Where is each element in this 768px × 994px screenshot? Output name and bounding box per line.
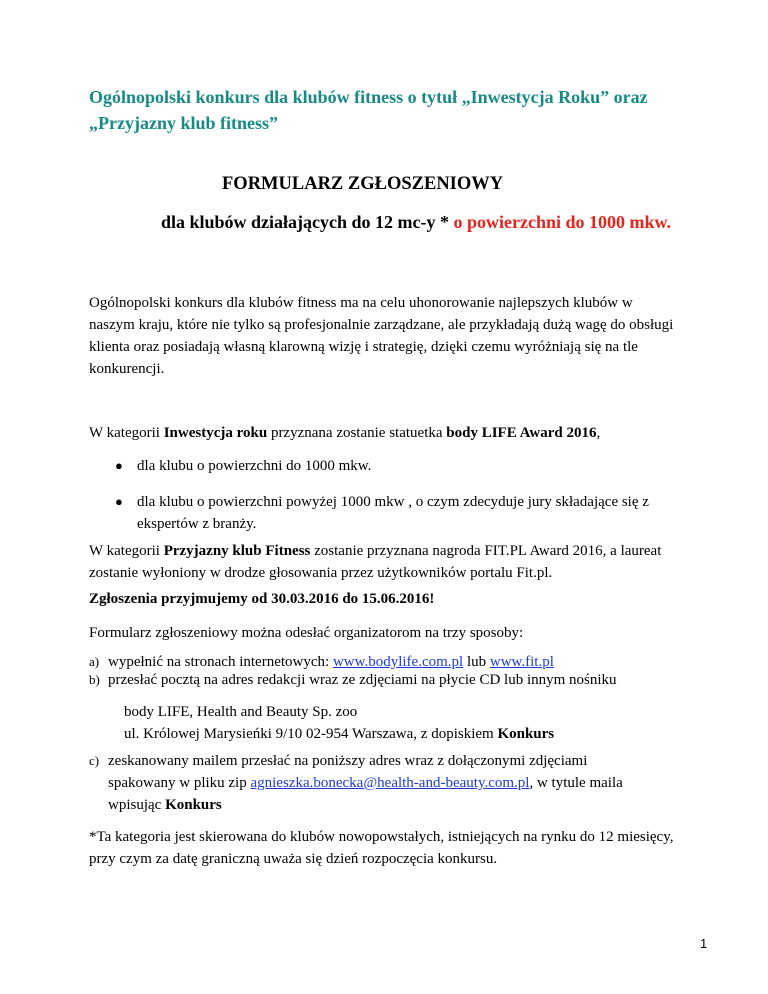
heading-line-2: „Przyjazny klub fitness” [89,113,278,133]
methods-intro: Formularz zgłoszeniowy można odesłać organizatorom na trzy sposoby: [89,625,524,641]
method-c-line-3-text: wpisując [108,797,166,813]
category1-prefix: W kategorii [89,425,164,441]
bullet-item-2: dla klubu o powierzchni powyżej 1000 mkw , o czym zdecyduje jury składające się z ekspertów z branży. [137,494,649,532]
method-b-letter: b) [89,672,100,687]
form-subtitle-main: dla klubów działających do 12 mc-y * [161,212,450,232]
method-b-text: przesłać pocztą na adres redakcji wraz ze zdjęciami na płycie CD lub innym nośniku [108,672,617,688]
method-c-konkurs-label: Konkurs [165,797,222,813]
category1-suffix: , [596,425,601,441]
category2-rest: zostanie przyznana nagroda FIT.PL Award 2016, a laureat zostanie wyłoniony w drodze głosowania przez użytkowników portalu Fit.pl. [89,543,662,581]
method-c-line-2-suffix: , w tytule maila [529,775,623,791]
bullet-icon: ● [115,458,123,473]
method-c-text [108,750,698,816]
category-investment-paragraph [89,422,679,444]
email-link[interactable]: agnieszka.bonecka@health-and-beauty.com.pl [250,775,530,791]
postal-address [124,701,704,745]
category2-prefix: W kategorii [89,543,164,559]
method-a-label: wypełnić na stronach internetowych: [108,654,333,670]
category2-name: Przyjazny klub Fitness [163,543,311,559]
method-c-line-2 [108,772,698,794]
method-c-letter: c) [89,753,100,768]
footnote: *Ta kategoria jest skierowana do klubów nowopowstałych, istniejących na rynku do 12 miesięcy, przy czym za datę graniczną uważa się dzień rozpoczęcia konkursu. [89,829,674,867]
method-c-line-3 [108,794,698,816]
method-a-letter: a) [89,654,100,669]
address-line-2 [124,723,704,745]
method-c-line-1: zeskanowany mailem przesłać na poniższy adres wraz z dołączonymi zdjęciami [108,753,588,769]
bodylife-link[interactable]: www.bodylife.com.pl [332,654,464,670]
fitpl-link[interactable]: www.fit.pl [489,654,554,670]
address-line-2-text: ul. Królowej Marysieńki 9/10 02-954 Warszawa, z dopiskiem [124,726,498,742]
document-heading [89,84,689,136]
method-c-line-2-prefix: spakowany w pliku zip [108,775,251,791]
category-friendly-paragraph [89,540,679,584]
form-title: FORMULARZ ZGŁOSZENIOWY [222,174,504,194]
bullet-icon: ● [115,494,123,509]
bullet-item-1: dla klubu o powierzchni do 1000 mkw. [137,458,372,474]
form-subtitle-red: o powierzchni do 1000 mkw. [453,212,672,232]
intro-paragraph: Ogólnopolski konkurs dla klubów fitness ma na celu uhonorowanie najlepszych klubów w naszym kraju, które nie tylko są profesjonalnie zarządzane, ale przykładają dużą wagę do obsługi klienta oraz posiadają własną klarowną wizję i strategię, dzięki czemu wyróżniają się na tle konkurencji. [89,295,674,377]
address-line-1: body LIFE, Health and Beauty Sp. zoo [124,704,358,720]
form-subtitle [161,212,671,233]
category1-name: Inwestycja roku [163,425,268,441]
deadline-text: Zgłoszenia przyjmujemy od 30.03.2016 do 15.06.2016! [89,591,435,607]
heading-line-1: Ogólnopolski konkurs dla klubów fitness o tytuł „Inwestycja Roku” oraz [89,87,648,107]
category1-middle: przyznana zostanie statuetka [267,425,447,441]
address-konkurs-label: Konkurs [497,726,555,742]
category1-award: body LIFE Award 2016 [446,425,597,441]
method-a-between: lub [463,654,490,670]
page-number: 1 [700,936,708,951]
